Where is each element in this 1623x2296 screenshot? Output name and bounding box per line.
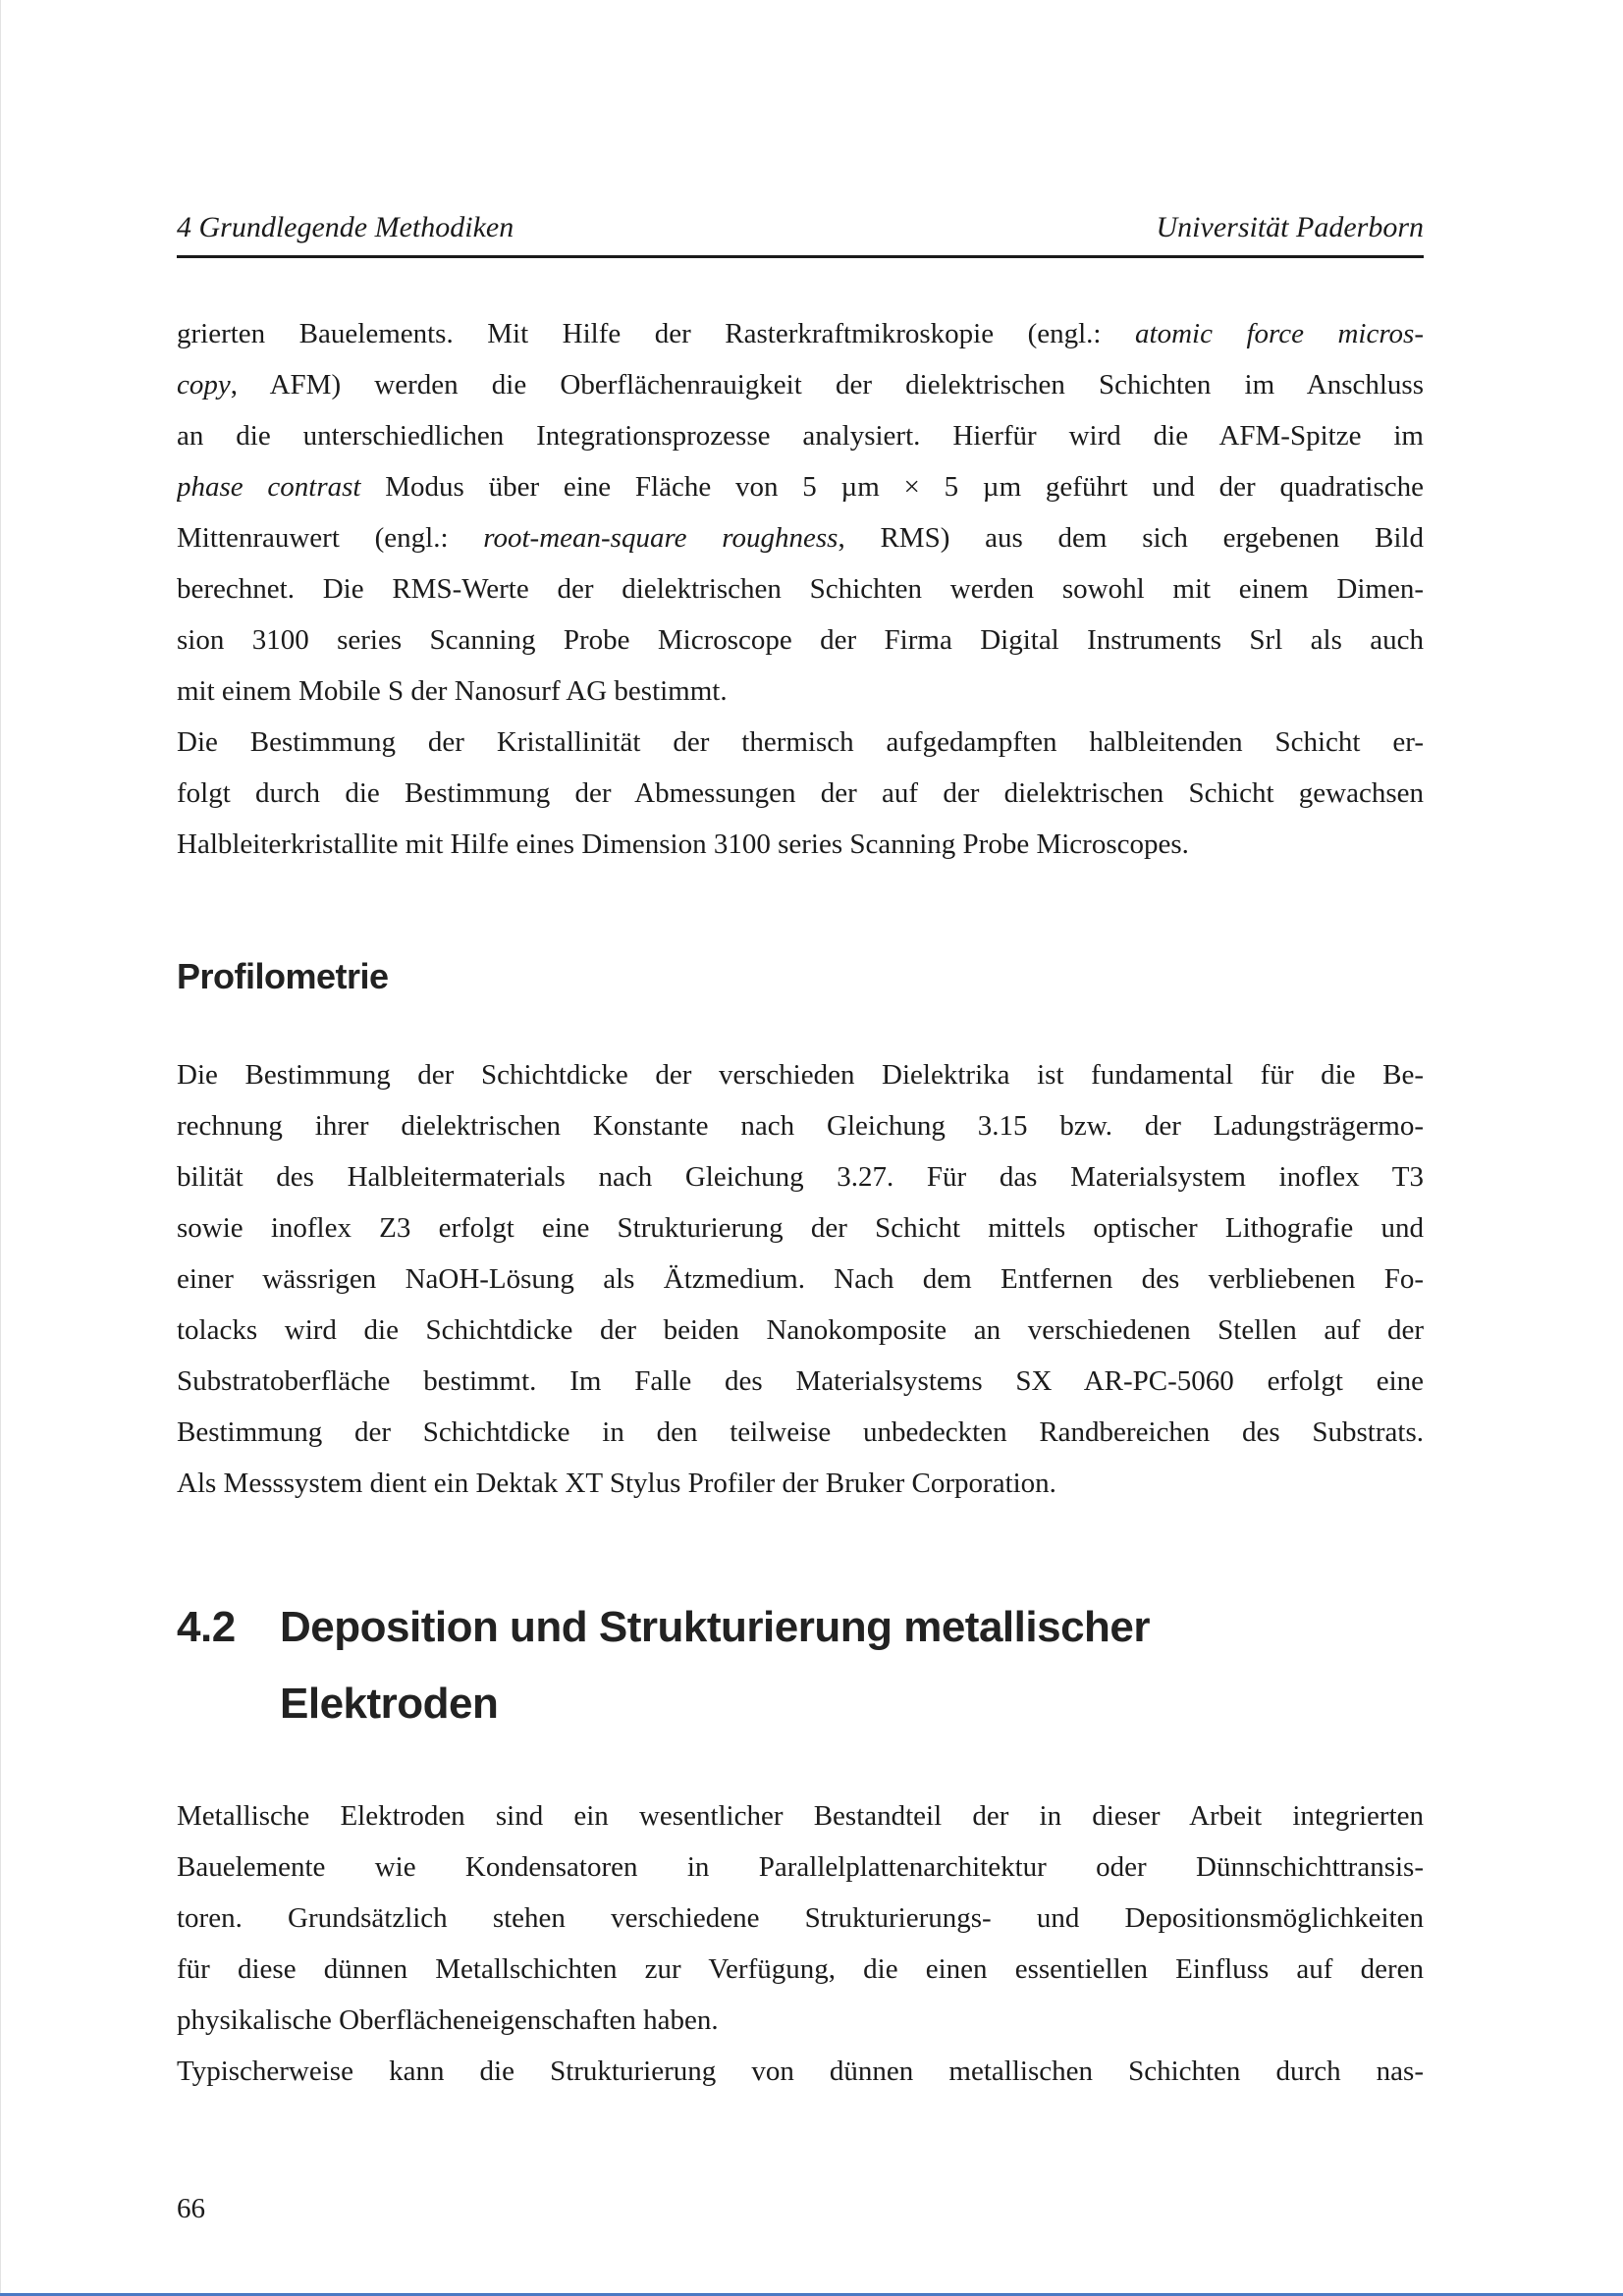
text-line: sowie inoflex Z3 erfolgt eine Strukturierung der Schicht mittels optischer Lithografie und	[177, 1212, 1424, 1244]
text-line: Halbleiterkristallite mit Hilfe eines Dimension 3100 series Scanning Probe Microscopes.	[177, 828, 1189, 860]
text-line: Bestimmung der Schichtdicke in den teilweise unbedeckten Randbereichen des Substrats.	[177, 1416, 1424, 1448]
running-header	[177, 202, 1424, 253]
paragraph-profilometry	[177, 1049, 1424, 1509]
text-line: Substratoberfläche bestimmt. Im Falle des Materialsystems SX AR-PC-5060 erfolgt eine	[177, 1365, 1424, 1397]
text-line: für diese dünnen Metallschichten zur Verfügung, die einen essentiellen Einfluss auf deren	[177, 1953, 1424, 1985]
text-line: physikalische Oberflächeneigenschaften haben.	[177, 2004, 719, 2036]
text-line: folgt durch die Bestimmung der Abmessungen der auf der dielektrischen Schicht gewachsen	[177, 777, 1424, 809]
paragraph-heading-profilometrie: Profilometrie	[177, 956, 389, 996]
text-line: Bauelemente wie Kondensatoren in Parallelplattenarchitektur oder Dünnschichttransis-	[177, 1851, 1424, 1883]
text-line: Die Bestimmung der Schichtdicke der verschieden Dielektrika ist fundamental für die Be-	[177, 1059, 1424, 1091]
text-line: copy, AFM) werden die Oberflächenrauigkeit der dielektrischen Schichten im Anschluss	[177, 369, 1424, 400]
text-line: berechnet. Die RMS-Werte der dielektrischen Schichten werden sowohl mit einem Dimen-	[177, 573, 1424, 605]
header-institution: Universität Paderborn	[1156, 211, 1424, 243]
paragraph-electrodes	[177, 1790, 1424, 2046]
header-chapter-title: 4 Grundlegende Methodiken	[177, 211, 514, 243]
section-number: 4.2	[177, 1603, 236, 1651]
section-title-line1: Deposition und Strukturierung metallischer	[280, 1603, 1151, 1651]
text-line: Metallische Elektroden sind ein wesentlicher Bestandteil der in dieser Arbeit integrierten	[177, 1800, 1424, 1832]
text-column	[177, 308, 1424, 2097]
text-line: bilität des Halbleitermaterials nach Gleichung 3.27. Für das Materialsystem inoflex T3	[177, 1161, 1424, 1193]
page-number: 66	[177, 2193, 205, 2224]
text-line: an die unterschiedlichen Integrationsprozesse analysiert. Hierfür wird die AFM-Spitze im	[177, 420, 1424, 452]
text-line: phase contrast Modus über eine Fläche von 5 µm × 5 µm geführt und der quadratische	[177, 471, 1424, 503]
section-title	[280, 1589, 1424, 1742]
text-line: Typischerweise kann die Strukturierung von dünnen metallischen Schichten durch nas-	[177, 2056, 1424, 2087]
page-left-edge	[0, 0, 1, 2296]
text-line: toren. Grundsätzlich stehen verschiedene Strukturierungs- und Depositionsmöglichkeiten	[177, 1902, 1424, 1934]
text-line: rechnung ihrer dielektrischen Konstante nach Gleichung 3.15 bzw. der Ladungsträgermo-	[177, 1110, 1424, 1142]
section-title-line2: Elektroden	[280, 1680, 499, 1728]
paragraph-afm	[177, 308, 1424, 717]
text-line: Mittenrauwert (engl.: root-mean-square roughness, RMS) aus dem sich ergebenen Bild	[177, 522, 1424, 554]
text-line: sion 3100 series Scanning Probe Microscope der Firma Digital Instruments Srl als auch	[177, 624, 1424, 656]
text-line: tolacks wird die Schichtdicke der beiden Nanokomposite an verschiedenen Stellen auf der	[177, 1314, 1424, 1346]
paragraph-crystallinity	[177, 717, 1424, 870]
section-heading	[177, 1589, 1424, 1742]
header-rule	[177, 255, 1424, 258]
text-line: einer wässrigen NaOH-Lösung als Ätzmedium. Nach dem Entfernen des verbliebenen Fo-	[177, 1263, 1424, 1295]
text-line: Die Bestimmung der Kristallinität der thermisch aufgedampften halbleitenden Schicht er-	[177, 726, 1424, 758]
text-line: mit einem Mobile S der Nanosurf AG bestimmt.	[177, 675, 728, 707]
text-line: grierten Bauelements. Mit Hilfe der Rasterkraftmikroskopie (engl.: atomic force micros-	[177, 318, 1424, 349]
paragraph-structuring	[177, 2046, 1424, 2097]
text-line: Als Messsystem dient ein Dektak XT Stylus Profiler der Bruker Corporation.	[177, 1468, 1056, 1499]
